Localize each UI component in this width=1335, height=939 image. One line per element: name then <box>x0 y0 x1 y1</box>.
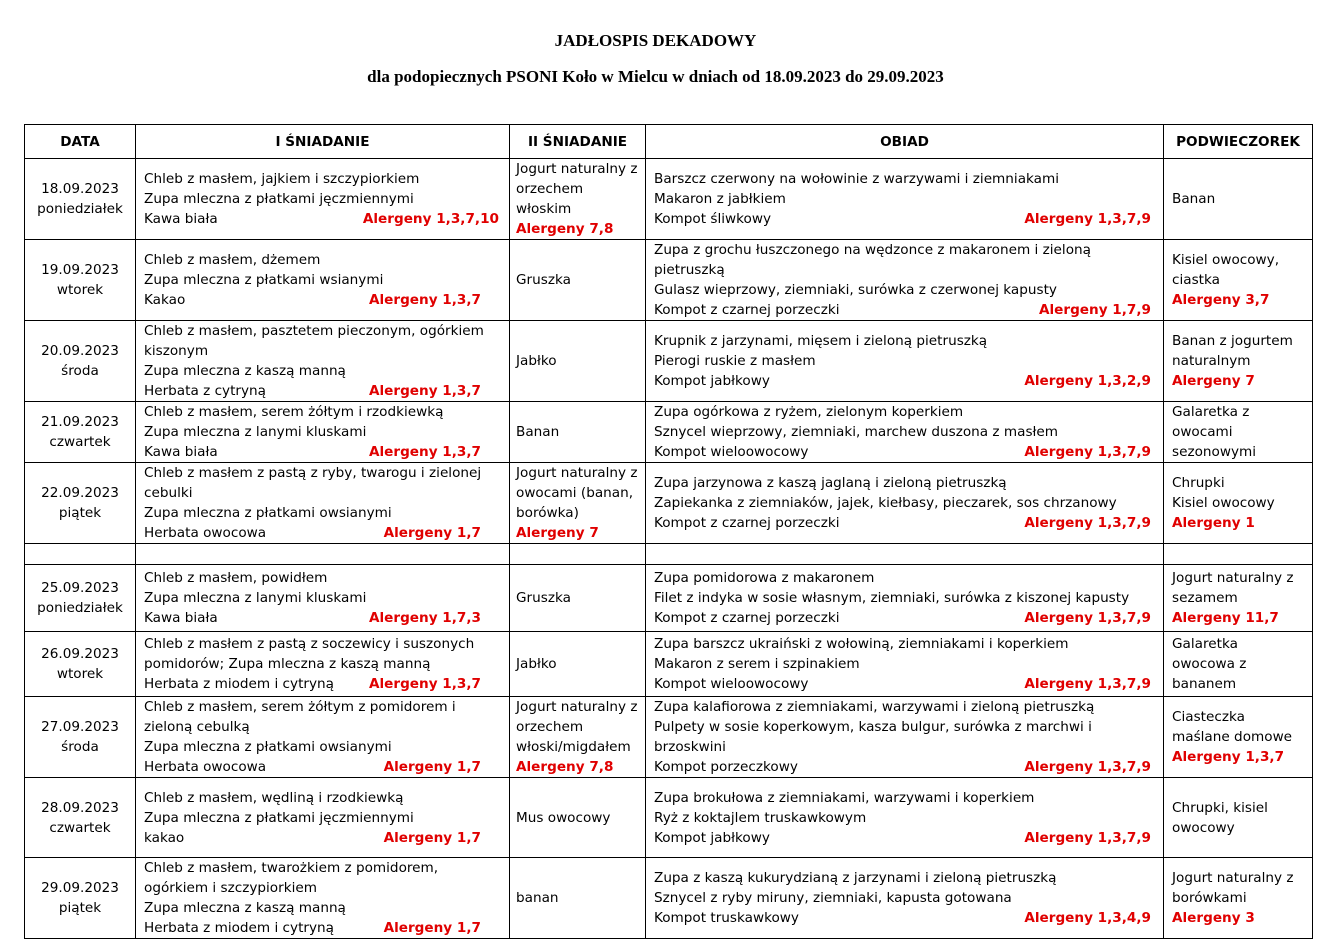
meal-line: Jabłko <box>516 353 557 369</box>
meal-line: Kawa biała <box>144 610 218 626</box>
allergens-label: Alergeny 1 <box>1172 515 1255 531</box>
meal-line: Kompot z czarnej porzeczki <box>654 610 840 626</box>
date-cell <box>25 321 136 402</box>
date-cell <box>25 858 136 939</box>
column-header-date: DATA <box>25 125 136 159</box>
meal-line: Zupa mleczna z płatkami jęczmiennymi <box>144 191 414 207</box>
weekday-text: wtorek <box>56 666 104 682</box>
allergens-label: Alergeny 1,3,7 <box>368 383 481 399</box>
snack-cell <box>1164 858 1313 939</box>
meal-line: Zupa mleczna z płatkami owsianymi <box>144 739 392 755</box>
lunch-cell <box>646 402 1164 463</box>
meal-line: Kisiel owocowy <box>1172 495 1275 511</box>
snack-cell <box>1164 240 1313 321</box>
meal-line: Kompot porzeczkowy <box>654 759 798 775</box>
breakfast1-cell <box>136 858 510 939</box>
meal-line: Barszcz czerwony na wołowinie z warzywami i ziemniakami <box>654 171 1060 187</box>
breakfast2-cell <box>510 778 646 858</box>
allergens-label: Alergeny 1,7 <box>383 759 481 775</box>
lunch-cell <box>646 565 1164 632</box>
day-row <box>25 858 1313 939</box>
meal-line: Chrupki, kisiel owocowy <box>1172 799 1268 836</box>
breakfast1-cell <box>136 321 510 402</box>
allergens-label: Alergeny 1,3,7 <box>368 676 481 692</box>
meal-line: Galaretka owocowa z bananem <box>1172 636 1247 692</box>
snack-cell <box>1164 778 1313 858</box>
day-row <box>25 321 1313 402</box>
breakfast1-cell <box>136 632 510 697</box>
day-row <box>25 240 1313 321</box>
meal-line: Jogurt naturalny z sezamem <box>1172 570 1294 606</box>
column-header-lunch: OBIAD <box>646 125 1164 159</box>
meal-last-line <box>654 371 1155 391</box>
meal-last-line <box>144 209 501 229</box>
meal-line: Chleb z masłem, serem żółtym i rzodkiewką <box>144 404 444 420</box>
meal-line: Mus owocowy <box>516 809 611 826</box>
meal-line: Chleb z masłem, twarożkiem z pomidorem, ogórkiem i szczypiorkiem <box>144 860 439 896</box>
weekday-text: środa <box>61 739 99 755</box>
breakfast1-cell <box>136 159 510 240</box>
day-row <box>25 402 1313 463</box>
meal-line: Zupa mleczna z lanymi kluskami <box>144 590 367 606</box>
weekday-text: czwartek <box>49 819 111 836</box>
allergens-label: Alergeny 1,3,7,9 <box>1024 444 1151 460</box>
column-header-breakfast1: I ŚNIADANIE <box>136 125 510 159</box>
breakfast1-cell <box>136 697 510 778</box>
meal-last-line <box>144 608 501 628</box>
breakfast1-cell <box>136 778 510 858</box>
meal-line: Chleb z masłem, powidłem <box>144 570 328 586</box>
meal-line: Zupa mleczna z kaszą manną <box>144 900 346 916</box>
meal-line: Kompot z czarnej porzeczki <box>654 515 840 531</box>
meal-line: Herbata owocowa <box>144 525 267 541</box>
meal-line: Makaron z jabłkiem <box>654 191 786 207</box>
meal-last-line <box>144 757 501 777</box>
allergens-label: Alergeny 1,7,9 <box>1038 302 1151 318</box>
meal-last-line <box>144 918 501 938</box>
lunch-cell <box>646 240 1164 321</box>
allergens-label: Alergeny 1,3,7,9 <box>1024 759 1151 775</box>
date-text: 18.09.2023 <box>41 181 119 197</box>
meal-last-line <box>654 300 1155 320</box>
allergens-label: Alergeny 7,8 <box>516 759 614 775</box>
date-cell <box>25 240 136 321</box>
breakfast1-cell <box>136 463 510 544</box>
lunch-cell <box>646 159 1164 240</box>
snack-cell <box>1164 697 1313 778</box>
allergens-label: Alergeny 1,3,7,10 <box>362 211 499 227</box>
date-text: 27.09.2023 <box>41 719 119 735</box>
lunch-cell <box>646 632 1164 697</box>
allergens-label: Alergeny 7,8 <box>516 221 614 237</box>
column-header-snack: PODWIECZOREK <box>1164 125 1313 159</box>
week-separator-row <box>25 544 1313 565</box>
day-row <box>25 463 1313 544</box>
allergens-label: Alergeny 1,7 <box>383 829 481 846</box>
allergens-label: Alergeny 1,3,7,9 <box>1024 515 1151 531</box>
snack-cell <box>1164 632 1313 697</box>
meal-line: Ryż z koktajlem truskawkowym <box>654 809 867 826</box>
meal-line: Banan <box>516 424 560 440</box>
meal-line: Kompot truskawkowy <box>654 910 799 926</box>
separator-cell <box>25 544 136 565</box>
meal-last-line <box>654 442 1155 462</box>
menu-table <box>24 124 1313 939</box>
meal-line: Banan z jogurtem naturalnym <box>1172 333 1293 369</box>
meal-line: Banan <box>1172 191 1216 207</box>
date-text: 28.09.2023 <box>41 799 119 816</box>
meal-line: Zupa mleczna z płatkami jęczmiennymi <box>144 809 414 826</box>
meal-line: Jogurt naturalny z owocami (banan, borówka) <box>516 465 638 521</box>
meal-line: Zupa pomidorowa z makaronem <box>654 570 875 586</box>
breakfast1-cell <box>136 565 510 632</box>
allergens-label: Alergeny 7 <box>1172 373 1255 389</box>
date-cell <box>25 159 136 240</box>
allergens-label: Alergeny 1,7,3 <box>368 610 481 626</box>
meal-line: Zupa mleczna z płatkami owsianymi <box>144 505 392 521</box>
meal-line: banan <box>516 890 559 906</box>
allergens-label: Alergeny 11,7 <box>1172 610 1279 626</box>
meal-line: Zupa jarzynowa z kaszą jaglaną i zieloną pietruszką <box>654 475 1007 491</box>
meal-line: Herbata z miodem i cytryną <box>144 920 334 936</box>
breakfast1-cell <box>136 402 510 463</box>
meal-line: Zupa z kaszą kukurydzianą z jarzynami i zieloną pietruszką <box>654 870 1057 886</box>
breakfast2-cell <box>510 240 646 321</box>
meal-line: Gulasz wieprzowy, ziemniaki, surówka z czerwonej kapusty <box>654 282 1057 298</box>
meal-line: Zupa ogórkowa z ryżem, zielonym koperkiem <box>654 404 964 420</box>
meal-line: Zupa kalafiorowa z ziemniakami, warzywami i zieloną pietruszką <box>654 699 1095 715</box>
date-text: 22.09.2023 <box>41 485 119 501</box>
snack-cell <box>1164 463 1313 544</box>
lunch-cell <box>646 463 1164 544</box>
date-cell <box>25 402 136 463</box>
date-text: 25.09.2023 <box>41 580 119 596</box>
weekday-text: czwartek <box>49 434 111 450</box>
meal-last-line <box>144 442 501 462</box>
meal-line: Chleb z masłem, jajkiem i szczypiorkiem <box>144 171 420 187</box>
allergens-label: Alergeny 1,3,7,9 <box>1024 211 1151 227</box>
meal-line: Makaron z serem i szpinakiem <box>654 656 860 672</box>
header-row <box>25 125 1313 159</box>
page-title: JADŁOSPIS DEKADOWY <box>554 31 757 50</box>
breakfast2-cell <box>510 858 646 939</box>
separator-cell <box>1164 544 1313 565</box>
snack-cell <box>1164 321 1313 402</box>
lunch-cell <box>646 321 1164 402</box>
allergens-label: Alergeny 1,7 <box>383 525 481 541</box>
column-header-breakfast2: II ŚNIADANIE <box>510 125 646 159</box>
allergens-label: Alergeny 3,7 <box>1172 292 1270 308</box>
meal-line: Zupa z grochu łuszczonego na wędzonce z makaronem i zieloną pietruszką <box>654 242 1091 278</box>
day-row <box>25 565 1313 632</box>
meal-line: Pulpety w sosie koperkowym, kasza bulgur, surówka z marchwi i brzoskwini <box>654 719 1092 755</box>
meal-last-line <box>654 674 1155 694</box>
meal-last-line <box>654 513 1155 533</box>
date-cell <box>25 697 136 778</box>
meal-line: Herbata owocowa <box>144 759 267 775</box>
meal-last-line <box>144 674 501 694</box>
date-text: 21.09.2023 <box>41 414 119 430</box>
date-cell <box>25 463 136 544</box>
day-row <box>25 697 1313 778</box>
meal-line: Chleb z masłem z pastą z soczewicy i suszonych pomidorów; Zupa mleczna z kaszą manną <box>144 636 475 672</box>
lunch-cell <box>646 697 1164 778</box>
allergens-label: Alergeny 1,3,7 <box>368 444 481 460</box>
meal-line: Kompot wieloowocowy <box>654 676 809 692</box>
meal-line: Herbata z miodem i cytryną <box>144 676 334 692</box>
meal-line: Jabłko <box>516 656 557 672</box>
meal-line: Sznycel wieprzowy, ziemniaki, marchew duszona z masłem <box>654 424 1059 440</box>
breakfast2-cell <box>510 565 646 632</box>
meal-line: Herbata z cytryną <box>144 383 266 399</box>
weekday-text: piątek <box>58 900 102 916</box>
meal-line: Kakao <box>144 292 186 308</box>
day-row <box>25 159 1313 240</box>
allergens-label: Alergeny 1,3,4,9 <box>1024 910 1151 926</box>
meal-line: Zapiekanka z ziemniaków, jajek, kiełbasy, pieczarek, sos chrzanowy <box>654 495 1117 511</box>
meal-line: Gruszka <box>516 590 571 606</box>
meal-line: Jogurt naturalny z borówkami <box>1172 870 1294 906</box>
separator-cell <box>510 544 646 565</box>
meal-line: Chleb z masłem, pasztetem pieczonym, ogórkiem kiszonym <box>144 323 484 359</box>
meal-line: Sznycel z ryby miruny, ziemniaki, kapusta gotowana <box>654 890 1012 906</box>
menu-body <box>25 159 1313 939</box>
date-cell <box>25 778 136 858</box>
snack-cell <box>1164 565 1313 632</box>
lunch-cell <box>646 778 1164 858</box>
meal-last-line <box>654 908 1155 928</box>
breakfast2-cell <box>510 402 646 463</box>
meal-last-line <box>654 757 1155 777</box>
day-row <box>25 632 1313 697</box>
allergens-label: Alergeny 3 <box>1172 910 1255 926</box>
date-text: 29.09.2023 <box>41 880 119 896</box>
date-text: 19.09.2023 <box>41 262 119 278</box>
snack-cell <box>1164 159 1313 240</box>
meal-line: Chleb z masłem, dżemem <box>144 252 321 268</box>
meal-line: Kawa biała <box>144 444 218 460</box>
date-text: 20.09.2023 <box>41 343 119 359</box>
allergens-label: Alergeny 1,3,7,9 <box>1024 829 1151 846</box>
meal-last-line <box>654 828 1155 848</box>
meal-line: Gruszka <box>516 272 571 288</box>
meal-line: Jogurt naturalny z orzechem włoskim <box>516 161 638 217</box>
separator-cell <box>136 544 510 565</box>
allergens-label: Alergeny 1,3,2,9 <box>1024 373 1151 389</box>
meal-line: Zupa barszcz ukraiński z wołowiną, ziemniakami i koperkiem <box>654 636 1069 652</box>
meal-last-line <box>144 828 501 848</box>
lunch-cell <box>646 858 1164 939</box>
meal-line: Kompot jabłkowy <box>654 829 770 846</box>
meal-line: Zupa brokułowa z ziemniakami, warzywami i koperkiem <box>654 789 1035 806</box>
meal-line: Zupa mleczna z kaszą manną <box>144 363 346 379</box>
meal-last-line <box>144 290 501 310</box>
meal-last-line <box>144 381 501 401</box>
date-cell <box>25 565 136 632</box>
meal-line: Zupa mleczna z płatkami wsianymi <box>144 272 384 288</box>
meal-line: Zupa mleczna z lanymi kluskami <box>144 424 367 440</box>
allergens-label: Alergeny 1,3,7,9 <box>1024 676 1151 692</box>
breakfast2-cell <box>510 632 646 697</box>
meal-last-line <box>654 209 1155 229</box>
weekday-text: środa <box>61 363 99 379</box>
meal-line: Kompot śliwkowy <box>654 211 772 227</box>
meal-line: kakao <box>144 829 185 846</box>
weekday-text: poniedziałek <box>37 600 123 616</box>
meal-line: Kompot z czarnej porzeczki <box>654 302 840 318</box>
allergens-label: Alergeny 7 <box>516 525 599 541</box>
day-row <box>25 778 1313 858</box>
meal-line: Chrupki <box>1172 475 1225 491</box>
allergens-label: Alergeny 1,3,7 <box>368 292 481 308</box>
allergens-label: Alergeny 1,3,7 <box>1172 749 1285 765</box>
meal-last-line <box>654 608 1155 628</box>
weekday-text: piątek <box>58 505 102 521</box>
allergens-label: Alergeny 1,7 <box>383 920 481 936</box>
breakfast2-cell <box>510 697 646 778</box>
breakfast2-cell <box>510 321 646 402</box>
meal-line: Kawa biała <box>144 211 218 227</box>
meal-line: Ciasteczka maślane domowe <box>1172 709 1293 745</box>
breakfast2-cell <box>510 159 646 240</box>
meal-line: Kisiel owocowy, ciastka <box>1172 252 1280 288</box>
meal-line: Kompot jabłkowy <box>654 373 770 389</box>
breakfast2-cell <box>510 463 646 544</box>
meal-line: Galaretka z owocami sezonowymi <box>1172 404 1257 460</box>
date-text: 26.09.2023 <box>41 646 119 662</box>
meal-line: Krupnik z jarzynami, mięsem i zieloną pietruszką <box>654 333 988 349</box>
allergens-label: Alergeny 1,3,7,9 <box>1024 610 1151 626</box>
breakfast1-cell <box>136 240 510 321</box>
meal-line: Chleb z masłem, wędliną i rzodkiewką <box>144 789 404 806</box>
separator-cell <box>646 544 1164 565</box>
date-cell <box>25 632 136 697</box>
weekday-text: poniedziałek <box>37 201 123 217</box>
weekday-text: wtorek <box>56 282 104 298</box>
meal-line: Chleb z masłem, serem żółtym z pomidorem i zieloną cebulką <box>144 699 456 735</box>
meal-last-line <box>144 523 501 543</box>
snack-cell <box>1164 402 1313 463</box>
meal-line: Chleb z masłem z pastą z ryby, twarogu i zielonej cebulki <box>144 465 482 501</box>
meal-line: Kompot wieloowocowy <box>654 444 809 460</box>
meal-line: Pierogi ruskie z masłem <box>654 353 816 369</box>
meal-line: Jogurt naturalny z orzechem włoski/migdałem <box>516 699 638 755</box>
meal-line: Filet z indyka w sosie własnym, ziemniaki, surówka z kiszonej kapusty <box>654 590 1130 606</box>
page-subtitle: dla podopiecznych PSONI Koło w Mielcu w dniach od 18.09.2023 do 29.09.2023 <box>367 67 944 86</box>
